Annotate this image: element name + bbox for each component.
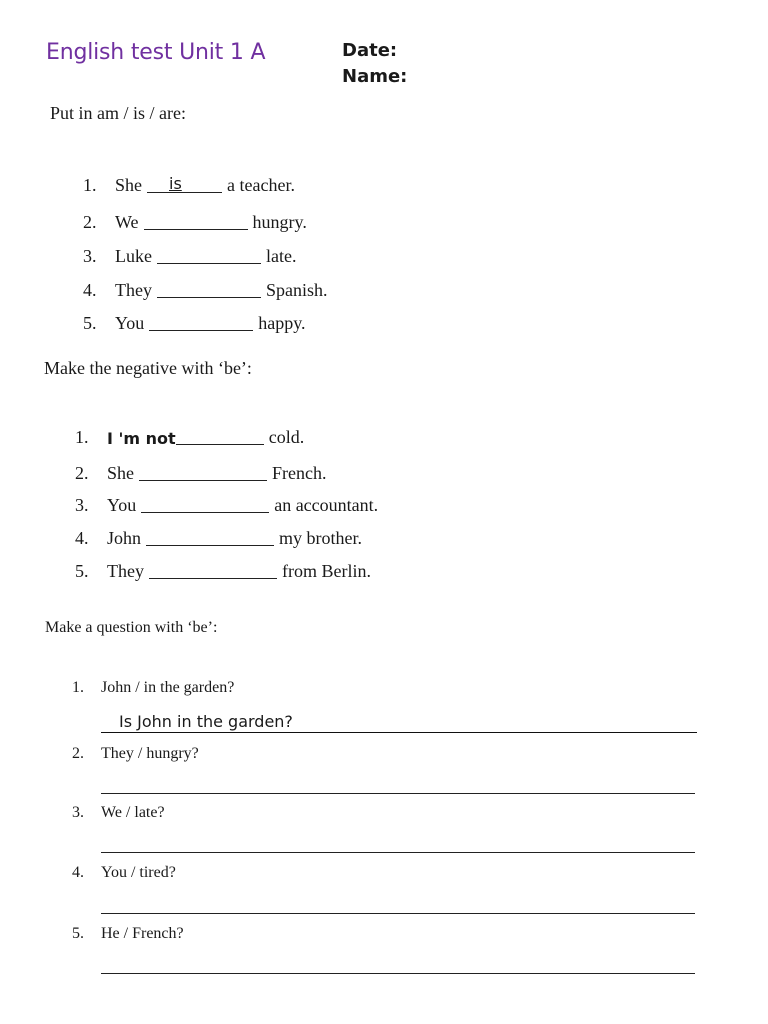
item-prompt: They / hungry? <box>101 745 199 762</box>
answer-blank[interactable] <box>146 527 274 546</box>
section2-instruction: Make the negative with ‘be’: <box>44 358 252 378</box>
item-before: John <box>107 528 142 548</box>
item-prompt: You / tired? <box>101 864 176 881</box>
section1-item-4 <box>83 279 328 301</box>
item-before: We <box>115 212 139 232</box>
item-before: She <box>115 175 142 195</box>
line-lead <box>101 732 119 733</box>
item-number: 4. <box>75 528 89 548</box>
item-after: from Berlin. <box>281 561 371 581</box>
item-before: You <box>107 495 137 515</box>
section3-item-1 <box>72 679 234 697</box>
answer-blank[interactable] <box>139 462 267 481</box>
item-number: 1. <box>83 175 97 195</box>
section2-item-4 <box>75 527 362 549</box>
name-label: Name: <box>342 66 408 87</box>
section3-item-5 <box>72 925 184 943</box>
answer-line[interactable] <box>101 973 695 974</box>
section3-item-3 <box>72 804 165 822</box>
answer-blank[interactable] <box>141 494 269 513</box>
section3-item-4 <box>72 864 176 882</box>
item-before: They <box>115 280 152 300</box>
item-number: 5. <box>83 313 97 333</box>
item-after: Spanish. <box>265 280 328 300</box>
item-number: 1. <box>72 679 84 696</box>
section3-item-2 <box>72 745 199 763</box>
item-after: late. <box>265 246 297 266</box>
answer-blank[interactable] <box>157 245 261 264</box>
filled-answer: I 'm not <box>107 429 176 448</box>
section1-item-5 <box>83 312 306 334</box>
filled-answer: is <box>169 174 182 193</box>
answer-blank[interactable] <box>149 312 253 331</box>
item-number: 2. <box>72 745 84 762</box>
item-number: 3. <box>75 495 89 515</box>
item-number: 2. <box>75 463 89 483</box>
filled-answer: Is John in the garden? <box>119 712 293 731</box>
section3-instruction: Make a question with ‘be’: <box>45 619 218 636</box>
item-number: 4. <box>83 280 97 300</box>
item-after: French. <box>272 463 327 483</box>
item-number: 3. <box>72 804 84 821</box>
item-before: She <box>107 463 134 483</box>
section1-item-2 <box>83 211 307 233</box>
answer-blank[interactable] <box>157 279 261 298</box>
item-prompt: He / French? <box>101 925 184 942</box>
item-after: an accountant. <box>274 495 379 515</box>
section2-item-5 <box>75 560 371 582</box>
item-number: 1. <box>75 427 89 447</box>
date-label: Date: <box>342 40 398 61</box>
section2-item-2 <box>75 462 326 484</box>
answer-line[interactable] <box>101 913 695 914</box>
section1-item-3 <box>83 245 296 267</box>
answer-blank[interactable] <box>144 211 248 230</box>
test-title: English test Unit 1 A <box>46 40 266 65</box>
answer-line[interactable] <box>101 708 697 733</box>
section1-instruction: Put in am / is / are: <box>50 103 186 123</box>
section2-item-1 <box>75 426 304 448</box>
item-prompt: John / in the garden? <box>101 679 235 696</box>
item-after: cold. <box>268 427 305 447</box>
section1-item-1 <box>83 174 295 196</box>
answer-line[interactable] <box>101 793 695 794</box>
item-before: Luke <box>115 246 152 266</box>
answer-blank[interactable] <box>147 174 222 193</box>
item-number: 4. <box>72 864 84 881</box>
answer-blank[interactable] <box>149 560 277 579</box>
item-after: my brother. <box>279 528 363 548</box>
item-before: You <box>115 313 145 333</box>
answer-line[interactable] <box>101 852 695 853</box>
item-after: a teacher. <box>227 175 295 195</box>
item-after: happy. <box>258 313 306 333</box>
item-prompt: We / late? <box>101 804 165 821</box>
item-after: hungry. <box>252 212 307 232</box>
answer-blank[interactable] <box>176 426 264 445</box>
section2-item-3 <box>75 494 378 516</box>
item-number: 5. <box>75 561 89 581</box>
item-number: 2. <box>83 212 97 232</box>
item-number: 5. <box>72 925 84 942</box>
item-before: They <box>107 561 144 581</box>
item-number: 3. <box>83 246 97 266</box>
